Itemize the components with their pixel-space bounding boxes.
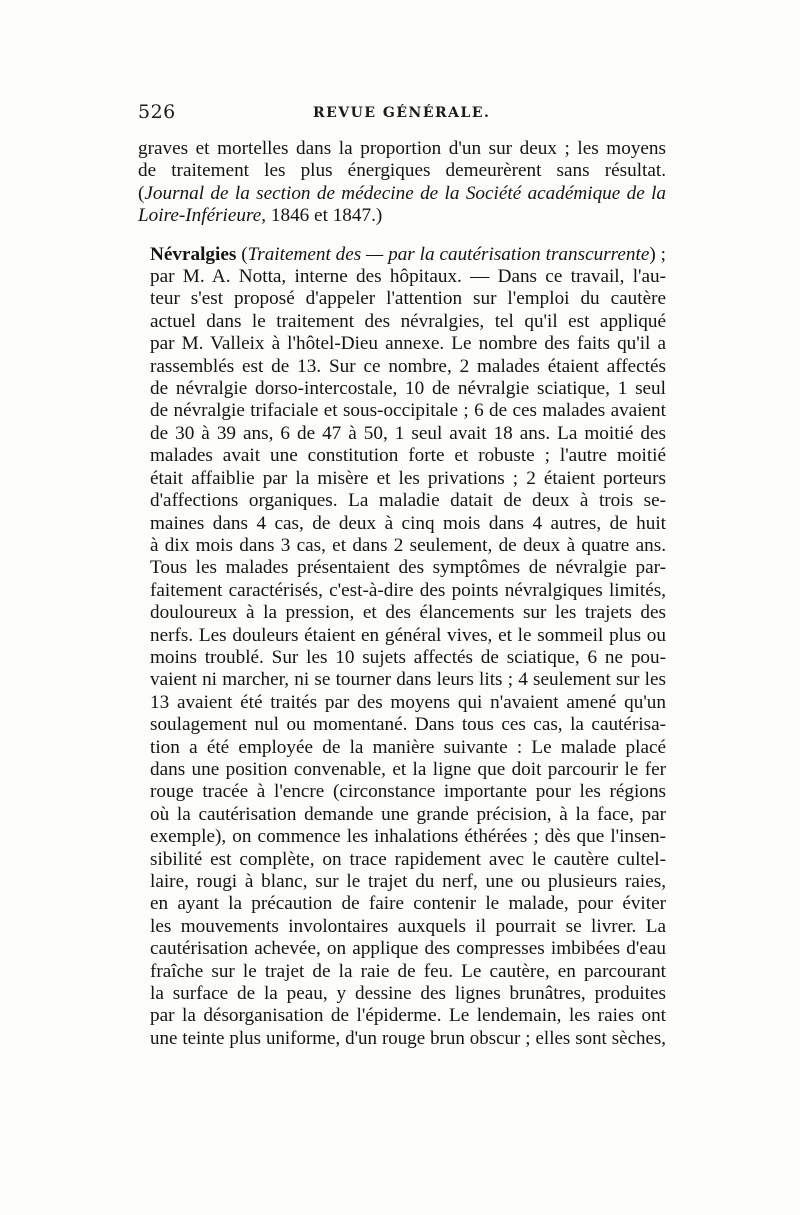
paragraph-nevralgies	[138, 244, 666, 1051]
citation-open: (	[138, 182, 145, 204]
text-line: graves et mortelles dans la proportion d'un sur deux ; les moyens	[138, 138, 666, 159]
text-line: laire, rougi à blanc, sur le trajet du nerf, une ou plusieurs raies,	[150, 871, 666, 892]
text-line: par la désorganisation de l'épiderme. Le lendemain, les raies ont	[150, 1005, 666, 1027]
text-line: la surface de la peau, y dessine des lignes brunâtres, produites	[150, 983, 666, 1005]
text-line: maines dans 4 cas, de deux à cinq mois dans 4 autres, de huit	[150, 512, 666, 534]
text-line: 13 avaient été traités par des moyens qui n'avaient amené qu'un	[150, 691, 666, 713]
text-line: actuel dans le traitement des névralgies, tel qu'il est appliqué	[150, 310, 666, 332]
page-number: 526	[138, 101, 176, 123]
text-line: de névralgie trifaciale et sous-occipitale ; 6 de ces malades avaient	[150, 400, 666, 422]
text-line: teur s'est proposé d'appeler l'attention sur l'emploi du cautère	[150, 288, 666, 310]
text-line: par M. Valleix à l'hôtel-Dieu annexe. Le nombre des faits qu'il a	[150, 333, 666, 355]
text-line: tion a été employée de la manière suivante : Le malade placé	[150, 736, 666, 758]
text-line: douloureux à la pression, et des élancements sur les trajets des	[150, 602, 666, 624]
citation-journal: Journal de la section de médecine de la Société académique de la	[144, 182, 666, 204]
text-line: malades avait une constitution forte et robuste ; l'autre moitié	[150, 445, 666, 467]
text-line	[138, 183, 666, 205]
text-line: Tous les malades présentaient des symptômes de névralgie par-	[150, 557, 666, 579]
article-heading: Névralgies	[150, 243, 237, 265]
text-line: à dix mois dans 3 cas, et dans 2 seulement, de deux à quatre ans.	[150, 534, 666, 556]
text-line: de 30 à 39 ans, 6 de 47 à 50, 1 seul avait 18 ans. La moitié des	[150, 422, 666, 444]
citation-close: , 1846 et 1847.)	[261, 205, 383, 227]
text-line: une teinte plus uniforme, d'un rouge brun obscur ; elles sont sèches,	[150, 1027, 666, 1049]
text-line	[138, 205, 666, 227]
paragraph-graves	[138, 138, 666, 228]
text-line: de traitement les plus énergiques demeurèrent sans résultat.	[138, 160, 666, 182]
text-line: sibilité est complète, on trace rapidement avec le cautère cultel-	[150, 848, 666, 870]
text-line	[138, 244, 666, 266]
text-line: fraîche sur le trajet de la raie de feu. Le cautère, en parcourant	[150, 960, 666, 982]
text-line: où la cautérisation demande une grande précision, à la face, par	[150, 803, 666, 825]
text-line: rouge tracée à l'encre (circonstance importante pour les régions	[150, 781, 666, 803]
text-line: soulagement nul ou momentané. Dans tous ces cas, la cautérisa-	[150, 714, 666, 736]
text-line: rassemblés est de 13. Sur ce nombre, 2 malades étaient affectés	[150, 355, 666, 377]
text-line: d'affections organiques. La maladie datait de deux à trois se-	[150, 490, 666, 512]
text-line: cautérisation achevée, on applique des compresses imbibées d'eau	[150, 938, 666, 960]
heading-open: (	[236, 243, 248, 265]
text-line: moins troublé. Sur les 10 sujets affectés de sciatique, 6 ne pou-	[150, 646, 666, 668]
running-title: REVUE GÉNÉRALE.	[313, 105, 491, 121]
body-text	[138, 138, 666, 1050]
text-line: les mouvements involontaires auxquels il pourrait se livrer. La	[150, 915, 666, 937]
citation-region: Loire-Inférieure	[138, 205, 262, 227]
text-line: en ayant la précaution de faire contenir le malade, pour éviter	[150, 893, 666, 915]
text-line: vaient ni marcher, ni se tourner dans leurs lits ; 4 seulement sur les	[150, 669, 666, 691]
text-line: de névralgie dorso-intercostale, 10 de névralgie sciatique, 1 seul	[150, 378, 666, 400]
article-subtitle: Traitement des — par la cautérisation transcurrente	[247, 243, 650, 265]
text-line: par M. A. Notta, interne des hôpitaux. — Dans ce travail, l'au-	[150, 266, 666, 288]
text-line: dans une position convenable, et la ligne que doit parcourir le fer	[150, 758, 666, 780]
page-header	[138, 101, 666, 131]
text-line: faitement caractérisés, c'est-à-dire des points névralgiques limités,	[150, 579, 666, 601]
text-line: exemple), on commence les inhalations éthérées ; dès que l'insen-	[150, 826, 666, 848]
text-line: nerfs. Les douleurs étaient en général vives, et le sommeil plus ou	[150, 624, 666, 646]
text-line: était affaiblie par la misère et les privations ; 2 étaient porteurs	[150, 467, 666, 489]
heading-close: ) ;	[649, 243, 666, 265]
